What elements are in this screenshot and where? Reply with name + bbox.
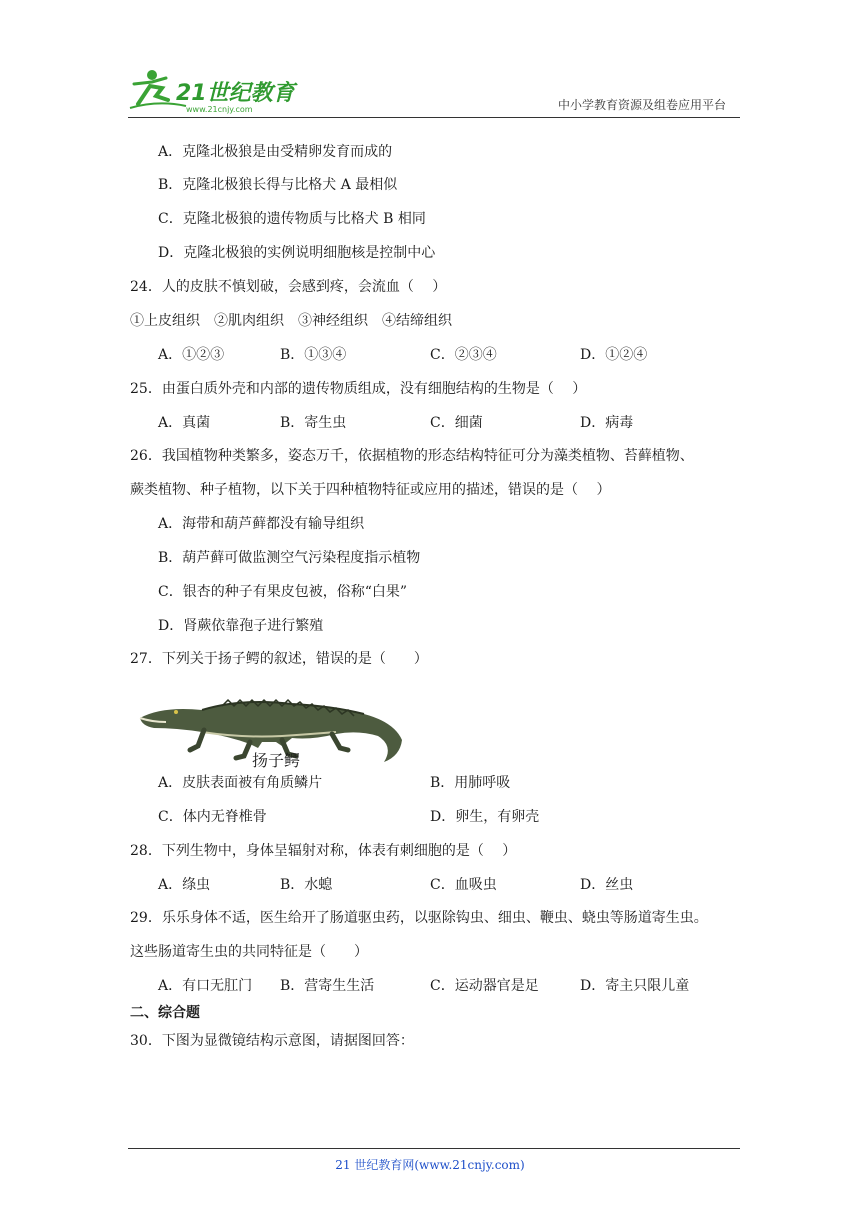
q23-option-b: B．克隆北极狼长得与比格犬 A 最相似 [158, 177, 398, 193]
q29-option-b: B．营寄生生活 [280, 978, 375, 994]
q27-stem: 27．下列关于扬子鳄的叙述，错误的是（ ） [130, 651, 428, 667]
q29-option-d: D．寄主只限儿童 [580, 978, 690, 994]
q27-option-d: D．卵生，有卵壳 [430, 809, 540, 825]
q28-option-d: D．丝虫 [580, 877, 634, 893]
q24-option-c: C．②③④ [430, 347, 497, 363]
q28-option-b: B．水螅 [280, 877, 333, 893]
q25-option-c: C．细菌 [430, 415, 483, 431]
q26-option-d: D．肾蕨依靠孢子进行繁殖 [158, 618, 324, 634]
q27-option-a: A．皮肤表面被有角质鳞片 [158, 775, 323, 791]
q23-option-c: C．克隆北极狼的遗传物质与比格犬 B 相同 [158, 211, 426, 227]
q24-option-d: D．①②④ [580, 347, 648, 363]
q28-stem: 28．下列生物中，身体呈辐射对称，体表有刺细胞的是（ ） [130, 843, 517, 859]
q26-stem-line1: 26．我国植物种类繁多，姿态万千，依据植物的形态结构特征可分为藻类植物、苔藓植物、 [130, 448, 694, 464]
footer-divider [128, 1148, 740, 1149]
platform-name: 中小学教育资源及组卷应用平台 [557, 98, 726, 112]
q29-stem-line2: 这些肠道寄生虫的共同特征是（ ） [130, 944, 368, 960]
q23-option-d: D．克隆北极狼的实例说明细胞核是控制中心 [158, 245, 436, 261]
site-logo [128, 66, 298, 118]
q29-option-c: C．运动器官是足 [430, 978, 539, 994]
alligator-caption: 扬子鳄 [252, 751, 301, 770]
logo-url: www.21cnjy.com [186, 105, 253, 114]
q29-stem-line1: 29．乐乐身体不适，医生给开了肠道驱虫药，以驱除钩虫、细虫、鞭虫、蛲虫等肠道寄生虫。 [130, 910, 708, 926]
logo-text: 21世纪教育 [176, 81, 295, 106]
q26-option-c: C．银杏的种子有果皮包被，俗称“白果” [158, 584, 408, 600]
q30-stem: 30．下图为显微镜结构示意图，请据图回答： [130, 1033, 414, 1049]
q24-option-a: A．①②③ [158, 347, 225, 363]
q26-stem-line2: 蕨类植物、种子植物，以下关于四种植物特征或应用的描述，错误的是（ ） [130, 482, 611, 498]
q28-option-a: A．绦虫 [158, 877, 211, 893]
q29-option-a: A．有口无肛门 [158, 978, 253, 994]
q27-option-b: B．用肺呼吸 [430, 775, 511, 791]
q26-option-a: A．海带和葫芦藓都没有输导组织 [158, 516, 365, 532]
q28-option-c: C．血吸虫 [430, 877, 497, 893]
q25-option-b: B．寄生虫 [280, 415, 347, 431]
q24-items: ①上皮组织 ②肌肉组织 ③神经组织 ④结缔组织 [130, 313, 452, 329]
q25-stem: 25．由蛋白质外壳和内部的遗传物质组成，没有细胞结构的生物是（ ） [130, 381, 587, 397]
alligator-image [132, 676, 408, 770]
q23-option-a: A．克隆北极狼是由受精卵发育而成的 [158, 144, 393, 160]
q24-option-b: B．①③④ [280, 347, 347, 363]
page-header [128, 66, 740, 118]
q27-option-c: C．体内无脊椎骨 [158, 809, 267, 825]
q25-option-a: A．真菌 [158, 415, 211, 431]
footer-link[interactable]: 21 世纪教育网(www.21cnjy.com) [335, 1158, 525, 1172]
section-heading: 二、综合题 [130, 1005, 200, 1021]
header-divider [128, 117, 740, 118]
q25-option-d: D．病毒 [580, 415, 634, 431]
q26-option-b: B．葫芦藓可做监测空气污染程度指示植物 [158, 550, 421, 566]
q24-stem: 24．人的皮肤不慎划破，会感到疼，会流血（ ） [130, 279, 447, 295]
